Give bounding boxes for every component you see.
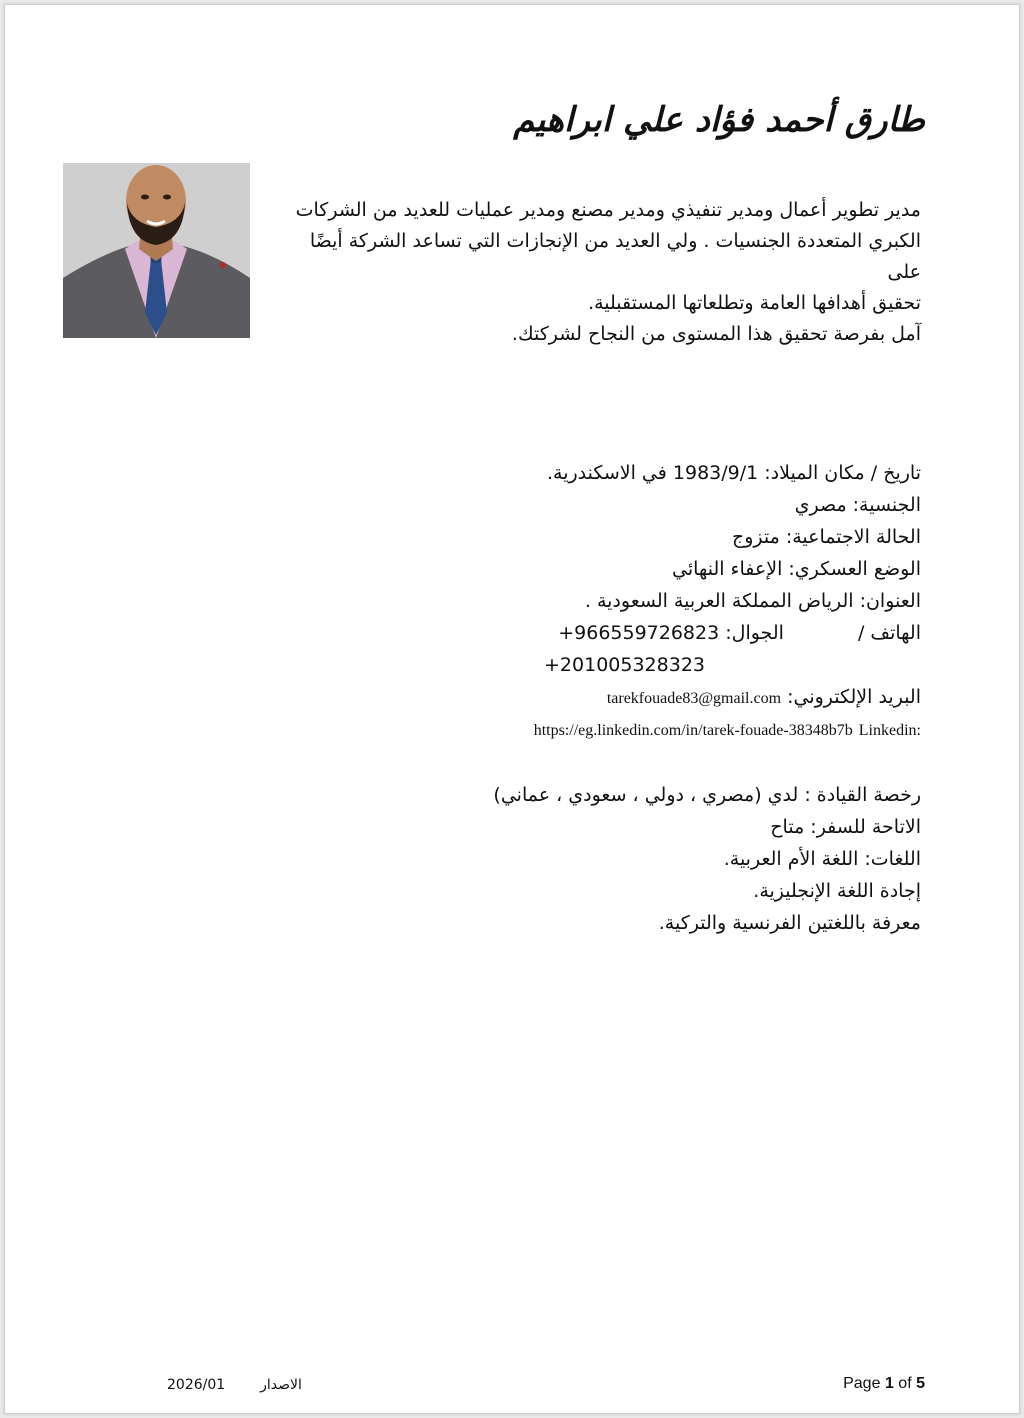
version-number: 2026/01 (167, 1377, 226, 1393)
summary-line: الكبري المتعددة الجنسيات . ولي العديد من الإنجازات التي تساعد الشركة أيضًا على (309, 230, 921, 283)
profile-photo (63, 163, 250, 338)
marital-status: الحالة الاجتماعية: متزوج (731, 526, 921, 548)
phone-number: +201005328323 (544, 654, 705, 676)
version-label: الاصدار (260, 1377, 302, 1393)
version-footer (167, 1377, 302, 1393)
profile-summary (277, 195, 921, 350)
summary-line: آمل بفرصة تحقيق هذا المستوى من النجاح لشركتك. (511, 323, 921, 345)
summary-line: تحقيق أهدافها العامة وتطلعاتها المستقبلية. (588, 292, 921, 314)
email-link[interactable]: tarekfouade83@gmail.com (606, 690, 782, 707)
page-total: 5 (916, 1375, 925, 1392)
nationality-info: الجنسية: مصري (794, 494, 921, 516)
linkedin-link[interactable]: https://eg.linkedin.com/in/tarek-fouade-38348b7b (533, 722, 853, 739)
driving-license: رخصة القيادة : لدي (مصري ، دولي ، سعودي ، عماني) (493, 784, 921, 806)
other-languages: معرفة باللغتين الفرنسية والتركية. (658, 912, 921, 934)
linkedin-row (301, 713, 921, 745)
english-level: إجادة اللغة الإنجليزية. (753, 880, 921, 902)
birth-info: تاريخ / مكان الميلاد: 1983/9/1 في الاسكندرية. (546, 462, 921, 484)
page-word: Page (843, 1375, 881, 1392)
email-row (301, 681, 921, 713)
phone-row (301, 617, 921, 649)
military-status: الوضع العسكري: الإعفاء النهائي (672, 558, 921, 580)
travel-availability: الاتاحة للسفر: متاح (770, 816, 921, 838)
address-info: العنوان: الرياض المملكة العربية السعودية . (584, 590, 921, 612)
page-number (843, 1375, 925, 1393)
document-page (4, 4, 1020, 1414)
summary-line: مدير تطوير أعمال ومدير تنفيذي ومدير مصنع ومدير عمليات للعديد من الشركات (295, 199, 921, 221)
languages-info: اللغات: اللغة الأم العربية. (723, 848, 921, 870)
mobile-label: الجوال: (725, 622, 784, 644)
personal-details (301, 457, 921, 939)
person-name: طارق أحمد فؤاد علي ابراهيم (513, 100, 925, 140)
profile-photo-image (63, 163, 250, 338)
phone-number: +966559726823 (558, 622, 720, 644)
phone-row-2 (301, 649, 921, 681)
page-of: of (898, 1375, 912, 1392)
linkedin-label: Linkedin: (858, 722, 921, 739)
page-current: 1 (884, 1375, 894, 1392)
phone-label: الهاتف / (857, 622, 921, 644)
email-label: البريد الإلكتروني: (787, 686, 921, 708)
